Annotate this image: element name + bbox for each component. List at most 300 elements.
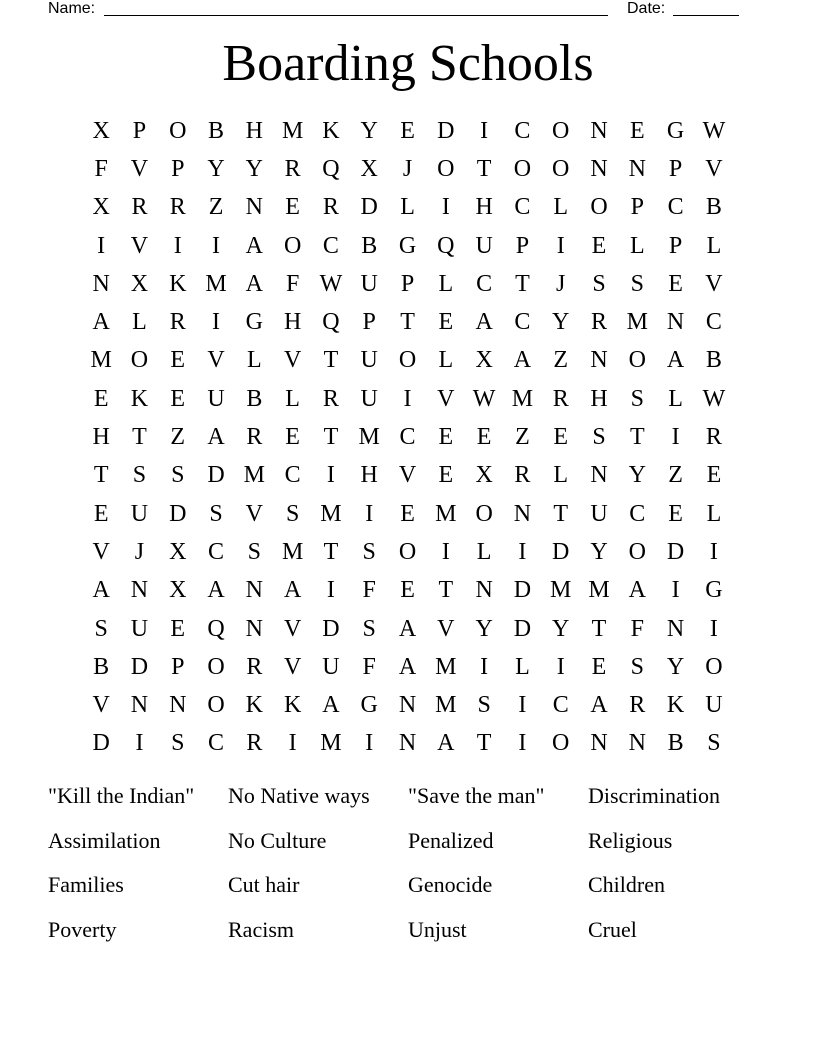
grid-cell[interactable]: P <box>630 194 644 221</box>
grid-cell[interactable]: N <box>590 155 608 182</box>
grid-cell[interactable]: E <box>400 500 415 527</box>
grid-cell[interactable]: R <box>169 194 186 221</box>
grid-cell[interactable]: E <box>476 424 492 451</box>
grid-cell[interactable]: R <box>284 155 301 182</box>
grid-cell[interactable]: X <box>360 155 378 182</box>
word-list-item: Racism <box>228 916 294 942</box>
grid-cell[interactable]: A <box>666 347 685 374</box>
grid-cell[interactable]: G <box>360 692 378 719</box>
grid-cell[interactable]: L <box>285 385 300 412</box>
grid-cell[interactable]: R <box>246 424 263 451</box>
grid-cell[interactable]: L <box>553 194 569 221</box>
grid-cell[interactable]: A <box>590 692 608 719</box>
grid-cell[interactable]: V <box>207 347 225 374</box>
grid-cell[interactable]: T <box>323 347 339 374</box>
grid-cell[interactable]: L <box>515 653 530 680</box>
grid-cell[interactable]: X <box>92 194 110 221</box>
grid-cell[interactable]: O <box>398 347 417 374</box>
grid-cell[interactable]: H <box>360 462 378 489</box>
grid-cell[interactable]: C <box>667 194 684 221</box>
grid-cell[interactable]: L <box>629 232 645 259</box>
grid-cell[interactable]: L <box>438 270 454 297</box>
grid-cell[interactable]: U <box>590 500 608 527</box>
grid-cell[interactable]: C <box>208 730 225 757</box>
grid-cell[interactable]: V <box>130 155 149 182</box>
grid-cell[interactable]: I <box>135 730 144 757</box>
grid-cell[interactable]: B <box>246 385 263 412</box>
grid-cell[interactable]: E <box>93 385 109 412</box>
grid-cell[interactable]: S <box>592 424 606 451</box>
grid-cell[interactable]: L <box>476 538 492 565</box>
grid-cell[interactable]: F <box>362 653 376 680</box>
grid-cell[interactable]: Z <box>553 347 569 374</box>
grid-cell[interactable]: I <box>326 462 335 489</box>
grid-cell[interactable]: R <box>246 730 263 757</box>
grid-cell[interactable]: N <box>475 577 493 604</box>
grid-cell[interactable]: X <box>475 347 493 374</box>
grid-cell[interactable]: H <box>590 385 608 412</box>
grid-cell[interactable]: S <box>94 615 108 642</box>
grid-cell[interactable]: P <box>171 653 185 680</box>
grid-cell[interactable]: B <box>667 730 684 757</box>
grid-cell[interactable]: P <box>668 155 683 182</box>
grid-cell[interactable]: Q <box>322 309 340 336</box>
grid-cell[interactable]: A <box>92 309 110 336</box>
grid-cell[interactable]: M <box>511 385 534 412</box>
grid-cell[interactable]: E <box>668 270 683 297</box>
grid-cell[interactable]: P <box>132 117 147 144</box>
grid-cell[interactable]: V <box>283 615 302 642</box>
grid-cell[interactable]: D <box>360 194 378 221</box>
grid-cell[interactable]: C <box>705 309 722 336</box>
grid-cell[interactable]: O <box>207 692 225 719</box>
grid-cell[interactable]: N <box>398 692 417 719</box>
grid-cell[interactable]: K <box>283 692 302 719</box>
grid-cell[interactable]: Z <box>668 462 683 489</box>
grid-cell[interactable]: V <box>283 653 302 680</box>
grid-cell[interactable]: U <box>360 347 378 374</box>
grid-cell[interactable]: F <box>630 615 644 642</box>
grid-cell[interactable]: O <box>552 117 570 144</box>
grid-cell[interactable]: H <box>92 424 110 451</box>
name-line[interactable] <box>104 15 608 16</box>
grid-cell[interactable]: M <box>243 462 265 489</box>
name-label: Name: <box>48 0 96 17</box>
grid-cell[interactable]: L <box>553 462 569 489</box>
grid-cell[interactable]: E <box>591 232 607 259</box>
grid-cell[interactable]: O <box>513 155 532 182</box>
grid-cell[interactable]: C <box>629 500 646 527</box>
word-list-item: No Native ways <box>228 783 370 808</box>
grid-cell[interactable]: N <box>245 577 263 604</box>
grid-cell[interactable]: T <box>323 538 339 565</box>
grid-cell[interactable]: R <box>169 309 186 336</box>
grid-cell[interactable]: L <box>400 194 415 221</box>
grid-cell[interactable]: E <box>400 577 415 604</box>
grid-cell[interactable]: I <box>173 232 182 259</box>
grid-cell[interactable]: I <box>326 577 335 604</box>
grid-cell[interactable]: N <box>666 615 685 642</box>
grid-cell[interactable]: P <box>362 309 376 336</box>
grid-cell[interactable]: V <box>92 538 110 565</box>
grid-cell[interactable]: I <box>556 232 565 259</box>
grid-cell[interactable]: F <box>94 155 108 182</box>
grid-cell[interactable]: R <box>246 653 263 680</box>
grid-cell[interactable]: I <box>518 538 527 565</box>
grid-cell[interactable]: S <box>247 538 262 565</box>
grid-cell[interactable]: A <box>92 577 110 604</box>
grid-cell[interactable]: A <box>322 692 340 719</box>
grid-cell[interactable]: U <box>475 232 493 259</box>
grid-cell[interactable]: N <box>169 692 187 719</box>
grid-cell[interactable]: Y <box>207 155 225 182</box>
grid-cell[interactable]: N <box>92 270 110 297</box>
grid-cell[interactable]: I <box>480 117 489 144</box>
grid-cell[interactable]: R <box>514 462 531 489</box>
grid-cell[interactable]: W <box>472 385 496 412</box>
grid-cell[interactable]: V <box>705 155 723 182</box>
grid-cell[interactable]: X <box>475 462 493 489</box>
grid-cell[interactable]: X <box>130 270 149 297</box>
grid-cell[interactable]: U <box>360 270 378 297</box>
grid-cell[interactable]: E <box>668 500 683 527</box>
grid-cell[interactable]: Y <box>628 462 646 489</box>
grid-cell[interactable]: W <box>702 117 726 144</box>
grid-cell[interactable]: I <box>403 385 412 412</box>
grid-cell[interactable]: S <box>477 692 491 719</box>
grid-cell[interactable]: N <box>245 615 263 642</box>
grid-cell[interactable]: N <box>628 730 646 757</box>
grid-cell[interactable]: V <box>705 270 723 297</box>
grid-cell[interactable]: C <box>514 117 531 144</box>
grid-cell[interactable]: G <box>705 577 723 604</box>
grid-cell[interactable]: I <box>365 730 374 757</box>
grid-cell[interactable]: E <box>553 424 569 451</box>
grid-cell[interactable]: J <box>402 155 413 182</box>
grid-cell[interactable]: Z <box>515 424 530 451</box>
grid-cell[interactable]: B <box>705 347 722 374</box>
grid-cell[interactable]: Y <box>666 653 685 680</box>
grid-cell[interactable]: U <box>207 385 225 412</box>
grid-cell[interactable]: Y <box>552 615 570 642</box>
grid-cell[interactable]: N <box>513 500 532 527</box>
grid-cell[interactable]: D <box>130 653 149 680</box>
grid-cell[interactable]: B <box>208 117 225 144</box>
grid-cell[interactable]: N <box>130 577 149 604</box>
grid-cell[interactable]: M <box>281 538 304 565</box>
grid-cell[interactable]: C <box>284 462 301 489</box>
grid-cell[interactable]: O <box>590 194 608 221</box>
grid-cell[interactable]: T <box>93 462 109 489</box>
grid-cell[interactable]: M <box>281 117 304 144</box>
grid-cell[interactable]: A <box>283 577 302 604</box>
grid-cell[interactable]: N <box>130 692 149 719</box>
grid-cell[interactable]: F <box>362 577 376 604</box>
grid-cell[interactable]: B <box>93 653 110 680</box>
grid-cell[interactable]: B <box>705 194 722 221</box>
grid-cell[interactable]: E <box>438 462 454 489</box>
grid-cell[interactable]: O <box>475 500 493 527</box>
grid-cell[interactable]: G <box>398 232 417 259</box>
grid-cell[interactable]: O <box>398 538 417 565</box>
grid-cell[interactable]: O <box>130 347 149 374</box>
grid-cell[interactable]: U <box>360 385 378 412</box>
grid-cell[interactable]: H <box>245 117 263 144</box>
grid-cell[interactable]: A <box>207 577 225 604</box>
grid-cell[interactable]: T <box>438 577 454 604</box>
grid-cell[interactable]: D <box>322 615 340 642</box>
grid-cell[interactable]: E <box>400 117 415 144</box>
grid-cell[interactable]: L <box>668 385 683 412</box>
grid-cell[interactable]: R <box>131 194 148 221</box>
grid-cell[interactable]: I <box>365 500 374 527</box>
grid-cell[interactable]: T <box>476 730 492 757</box>
grid-cell[interactable]: I <box>671 424 680 451</box>
grid-cell[interactable]: S <box>362 538 376 565</box>
grid-cell[interactable]: G <box>666 117 685 144</box>
grid-cell[interactable]: Z <box>208 194 224 221</box>
grid-cell[interactable]: E <box>285 424 300 451</box>
grid-cell[interactable]: D <box>207 462 225 489</box>
grid-cell[interactable]: E <box>438 424 454 451</box>
grid-cell[interactable]: V <box>245 500 263 527</box>
grid-cell[interactable]: I <box>518 730 527 757</box>
grid-cell[interactable]: B <box>361 232 378 259</box>
grid-cell[interactable]: K <box>245 692 263 719</box>
grid-cell[interactable]: Y <box>590 538 608 565</box>
grid-cell[interactable]: O <box>437 155 455 182</box>
grid-cell[interactable]: Q <box>322 155 340 182</box>
grid-cell[interactable]: R <box>552 385 569 412</box>
grid-cell[interactable]: Q <box>207 615 225 642</box>
grid-cell[interactable]: P <box>171 155 185 182</box>
grid-cell[interactable]: R <box>705 424 722 451</box>
grid-cell[interactable]: I <box>518 692 527 719</box>
grid-cell[interactable]: M <box>435 500 457 527</box>
grid-cell[interactable]: K <box>322 117 340 144</box>
grid-cell[interactable]: N <box>398 730 417 757</box>
grid-cell[interactable]: U <box>705 692 723 719</box>
grid-cell[interactable]: E <box>706 462 722 489</box>
grid-cell[interactable]: C <box>514 194 531 221</box>
grid-cell[interactable]: X <box>169 538 187 565</box>
grid-cell[interactable]: Y <box>245 155 263 182</box>
grid-cell[interactable]: W <box>319 270 343 297</box>
grid-cell[interactable]: I <box>556 653 565 680</box>
grid-cell[interactable]: H <box>283 309 302 336</box>
grid-cell[interactable]: J <box>134 538 145 565</box>
grid-cell[interactable]: Y <box>552 309 570 336</box>
grid-cell[interactable]: K <box>169 270 187 297</box>
grid-cell[interactable]: C <box>514 309 531 336</box>
grid-cell[interactable]: Q <box>437 232 455 259</box>
grid-cell[interactable]: M <box>588 577 610 604</box>
grid-cell[interactable]: R <box>322 194 339 221</box>
grid-cell[interactable]: I <box>97 232 106 259</box>
grid-cell[interactable]: I <box>441 538 450 565</box>
grid-cell[interactable]: O <box>207 653 225 680</box>
grid-cell[interactable]: D <box>169 500 187 527</box>
grid-cell[interactable]: L <box>247 347 262 374</box>
word-list-item: No Culture <box>228 827 327 853</box>
grid-cell[interactable]: A <box>628 577 646 604</box>
grid-cell[interactable]: D <box>552 538 570 565</box>
grid-cell[interactable]: I <box>441 194 450 221</box>
grid-cell[interactable]: C <box>552 692 569 719</box>
grid-cell[interactable]: D <box>666 538 685 565</box>
grid-cell[interactable]: R <box>591 309 608 336</box>
grid-cell[interactable]: O <box>705 653 723 680</box>
grid-cell[interactable]: S <box>209 500 223 527</box>
grid-cell[interactable]: D <box>92 730 110 757</box>
grid-cell[interactable]: A <box>245 270 263 297</box>
grid-cell[interactable]: C <box>322 232 339 259</box>
grid-cell[interactable]: E <box>170 347 186 374</box>
grid-cell[interactable]: F <box>285 270 300 297</box>
grid-cell[interactable]: J <box>556 270 566 297</box>
grid-cell[interactable]: I <box>480 653 489 680</box>
grid-cell[interactable]: V <box>130 232 149 259</box>
grid-cell[interactable]: R <box>322 385 339 412</box>
grid-cell[interactable]: M <box>435 692 457 719</box>
grid-cell[interactable]: A <box>207 424 225 451</box>
grid-cell[interactable]: M <box>435 653 457 680</box>
grid-cell[interactable]: L <box>438 347 454 374</box>
grid-cell[interactable]: H <box>475 194 493 221</box>
grid-cell[interactable]: E <box>629 117 645 144</box>
grid-cell[interactable]: N <box>628 155 646 182</box>
grid-cell[interactable]: E <box>93 500 109 527</box>
grid-cell[interactable]: V <box>283 347 302 374</box>
grid-cell[interactable]: D <box>437 117 455 144</box>
grid-cell[interactable]: O <box>628 538 646 565</box>
grid-cell[interactable]: O <box>552 730 570 757</box>
grid-cell[interactable]: C <box>208 538 225 565</box>
grid-cell[interactable]: M <box>90 347 112 374</box>
grid-cell[interactable]: E <box>285 194 300 221</box>
grid-cell[interactable]: Z <box>170 424 186 451</box>
grid-cell[interactable]: T <box>323 424 339 451</box>
grid-cell[interactable]: V <box>92 692 110 719</box>
grid-cell[interactable]: L <box>706 232 722 259</box>
grid-cell[interactable]: T <box>629 424 645 451</box>
grid-cell[interactable]: O <box>283 232 302 259</box>
grid-cell[interactable]: V <box>398 462 417 489</box>
grid-cell[interactable]: T <box>132 424 147 451</box>
grid-cell[interactable]: S <box>171 730 185 757</box>
grid-cell[interactable]: P <box>400 270 415 297</box>
grid-cell[interactable]: E <box>170 615 186 642</box>
grid-cell[interactable]: N <box>590 730 608 757</box>
grid-cell[interactable]: M <box>320 730 342 757</box>
grid-cell[interactable]: U <box>322 653 340 680</box>
grid-cell[interactable]: P <box>515 232 530 259</box>
grid-cell[interactable]: E <box>170 385 186 412</box>
grid-cell[interactable]: S <box>285 500 300 527</box>
grid-cell[interactable]: U <box>130 500 149 527</box>
grid-cell[interactable]: C <box>399 424 416 451</box>
word-list-item: Children <box>588 872 665 898</box>
grid-cell[interactable]: I <box>709 615 718 642</box>
grid-cell[interactable]: I <box>709 538 718 565</box>
grid-cell[interactable]: C <box>476 270 493 297</box>
grid-cell[interactable]: I <box>288 730 297 757</box>
grid-cell[interactable]: S <box>592 270 606 297</box>
grid-cell[interactable]: X <box>92 117 110 144</box>
grid-cell[interactable]: M <box>358 424 380 451</box>
grid-cell[interactable]: N <box>245 194 263 221</box>
grid-cell[interactable]: T <box>553 500 569 527</box>
grid-cell[interactable]: V <box>437 615 455 642</box>
grid-cell[interactable]: A <box>513 347 532 374</box>
grid-cell[interactable]: A <box>245 232 263 259</box>
grid-cell[interactable]: D <box>513 615 532 642</box>
grid-cell[interactable]: L <box>706 500 722 527</box>
grid-cell[interactable]: L <box>132 309 147 336</box>
grid-cell[interactable]: V <box>437 385 455 412</box>
grid-cell[interactable]: N <box>590 117 608 144</box>
grid-cell[interactable]: K <box>666 692 685 719</box>
grid-cell[interactable]: S <box>171 462 185 489</box>
grid-cell[interactable]: D <box>513 577 532 604</box>
grid-cell[interactable]: N <box>590 347 608 374</box>
grid-cell[interactable]: U <box>130 615 149 642</box>
grid-cell[interactable]: S <box>630 270 644 297</box>
word-list-item: Religious <box>588 827 673 853</box>
grid-cell[interactable]: T <box>515 270 530 297</box>
grid-cell[interactable]: X <box>169 577 187 604</box>
grid-cell[interactable]: A <box>437 730 455 757</box>
grid-cell[interactable]: I <box>671 577 680 604</box>
grid-cell[interactable]: A <box>398 653 417 680</box>
grid-cell[interactable]: M <box>320 500 342 527</box>
grid-cell[interactable]: I <box>212 309 221 336</box>
grid-cell[interactable]: O <box>552 155 570 182</box>
grid-cell[interactable]: P <box>668 232 683 259</box>
word-list-item: Genocide <box>408 872 493 898</box>
word-list-item: Families <box>48 872 124 898</box>
grid-cell[interactable]: Y <box>360 117 378 144</box>
grid-cell[interactable]: A <box>398 615 417 642</box>
grid-cell[interactable]: W <box>702 385 726 412</box>
grid-cell[interactable]: I <box>212 232 221 259</box>
grid-cell[interactable]: G <box>245 309 263 336</box>
grid-cell[interactable]: N <box>666 309 685 336</box>
date-line[interactable] <box>673 15 739 16</box>
grid-cell[interactable]: S <box>630 385 644 412</box>
grid-cell[interactable]: M <box>550 577 572 604</box>
grid-cell[interactable]: T <box>400 309 415 336</box>
grid-cell[interactable]: S <box>630 653 644 680</box>
grid-cell[interactable]: T <box>476 155 492 182</box>
grid-cell[interactable]: T <box>591 615 607 642</box>
grid-cell[interactable]: S <box>707 730 721 757</box>
grid-cell[interactable]: O <box>169 117 187 144</box>
grid-cell[interactable]: M <box>626 309 648 336</box>
grid-cell[interactable]: E <box>438 309 454 336</box>
grid-cell[interactable]: S <box>362 615 376 642</box>
grid-cell[interactable]: M <box>205 270 227 297</box>
grid-cell[interactable]: K <box>130 385 149 412</box>
grid-cell[interactable]: E <box>591 653 607 680</box>
grid-cell[interactable]: A <box>475 309 493 336</box>
grid-cell[interactable]: Y <box>475 615 493 642</box>
grid-cell[interactable]: N <box>590 462 608 489</box>
grid-cell[interactable]: O <box>628 347 646 374</box>
grid-cell[interactable]: R <box>629 692 646 719</box>
word-list-item: Assimilation <box>48 827 161 853</box>
grid-cell[interactable]: S <box>132 462 147 489</box>
